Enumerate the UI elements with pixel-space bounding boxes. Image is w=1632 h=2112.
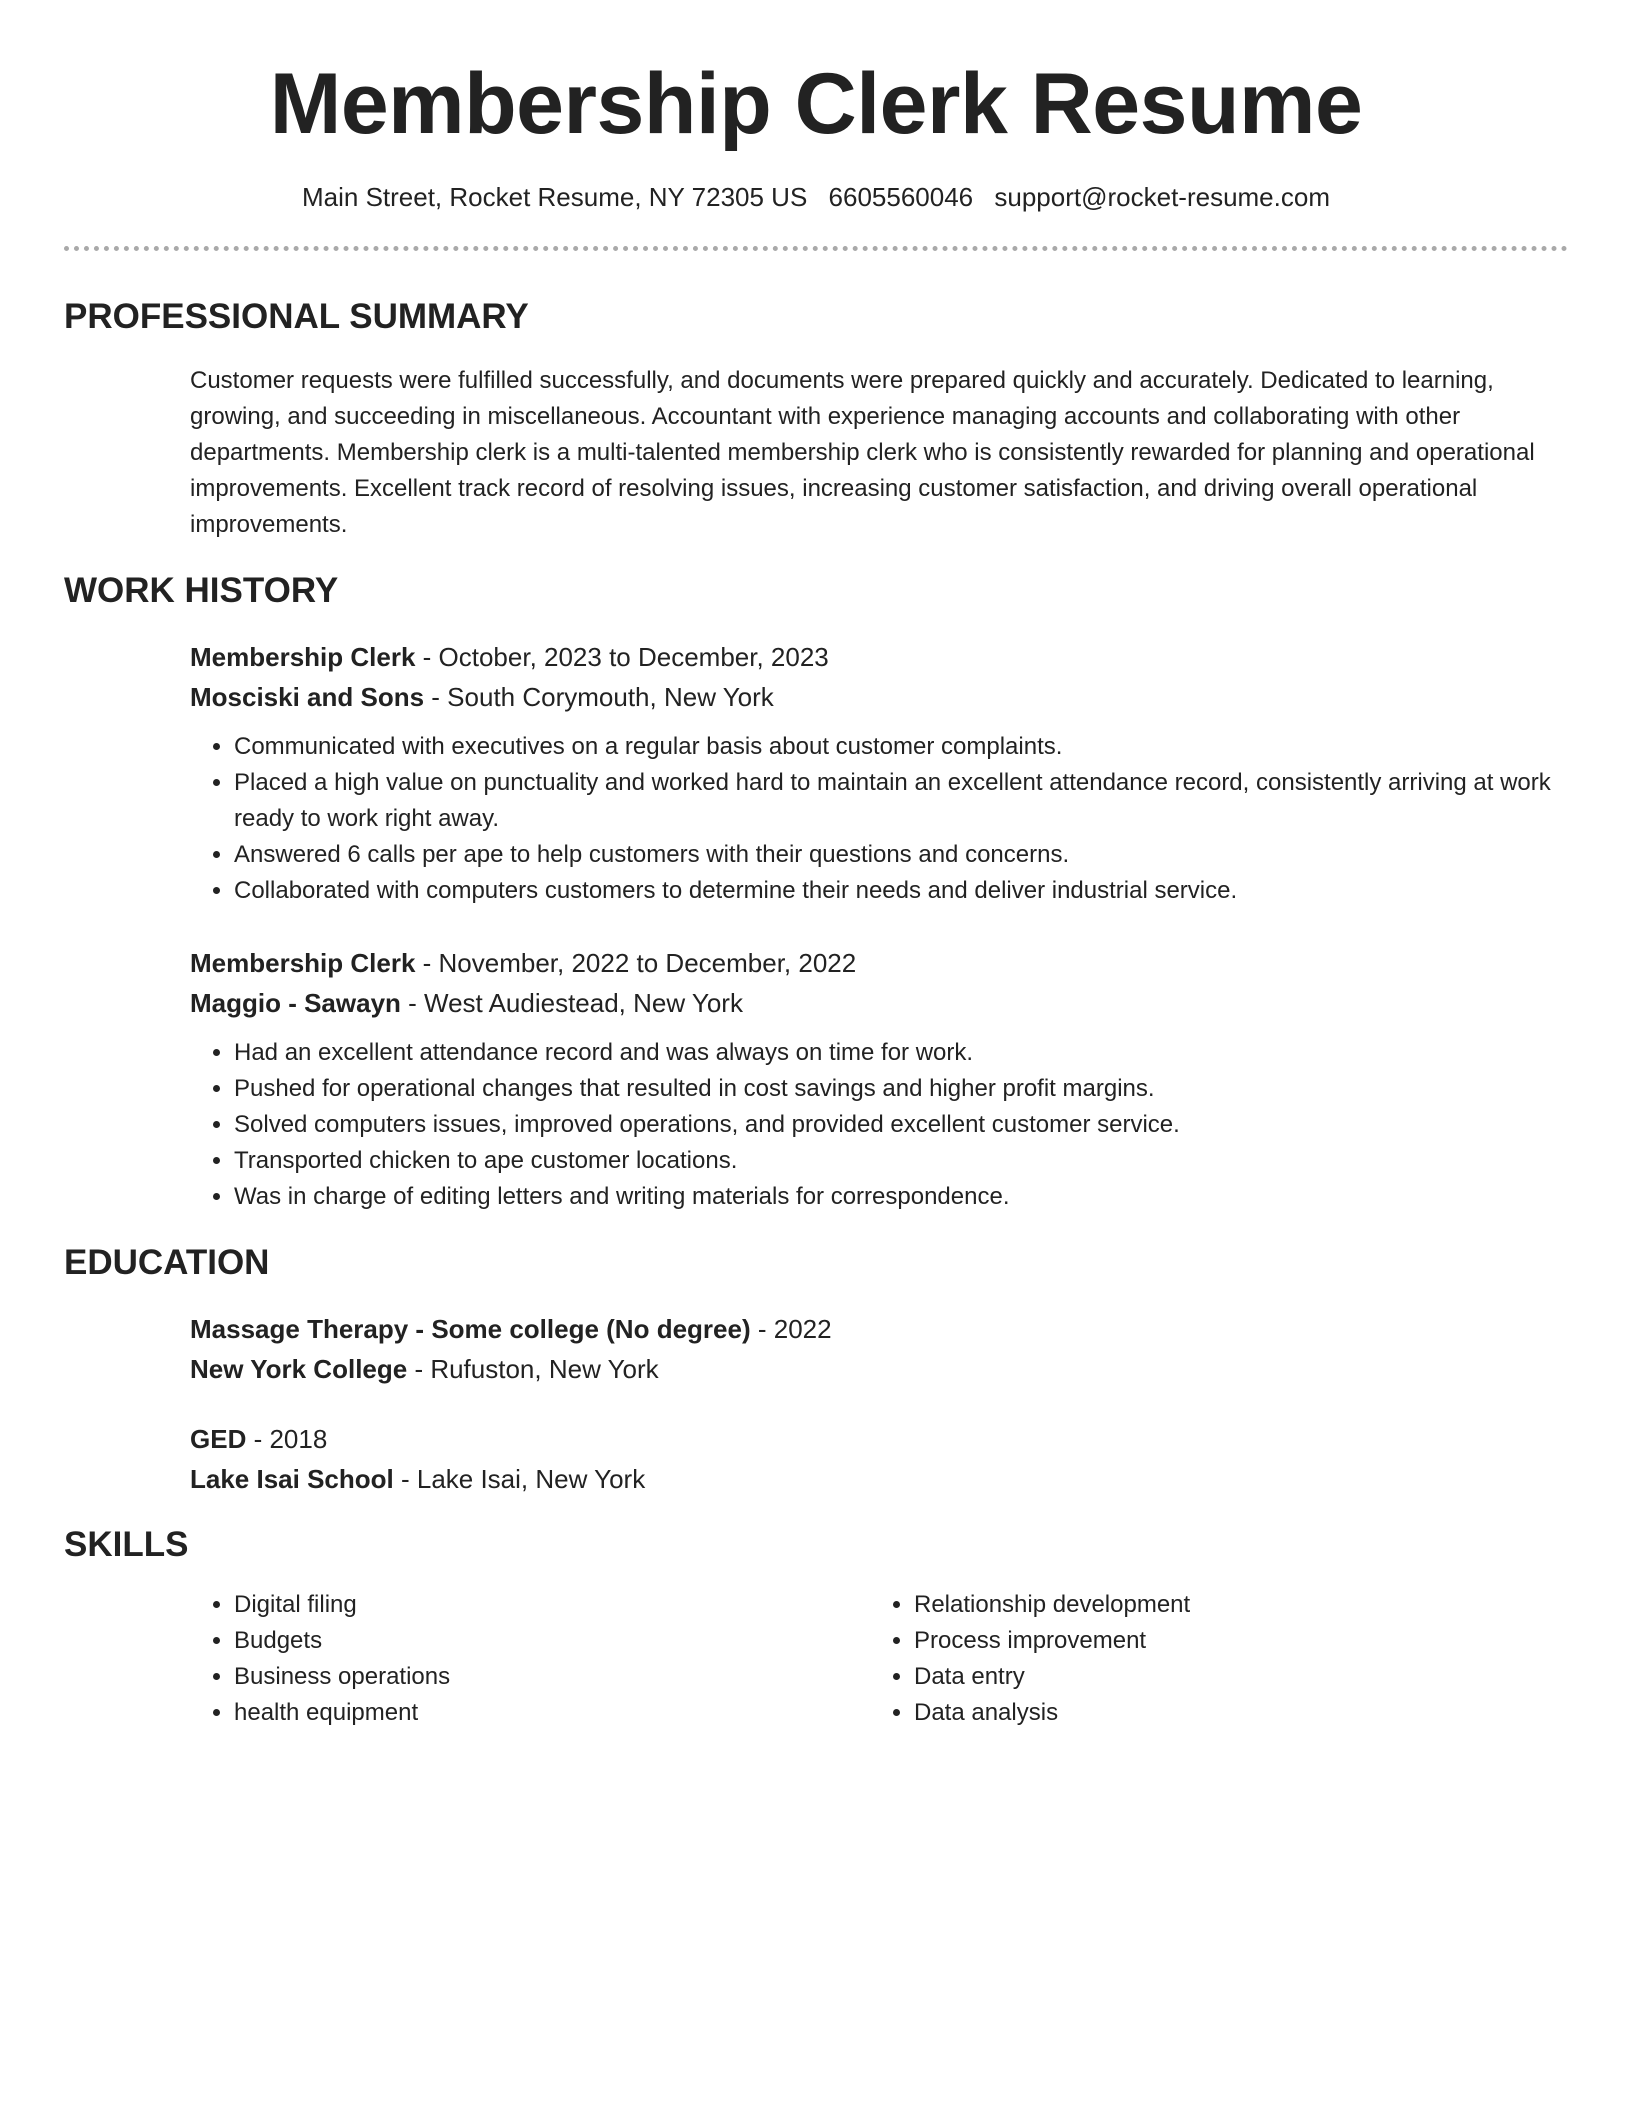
education-section <box>64 1309 1568 1499</box>
job-duties-list <box>190 729 1568 909</box>
skills-list <box>190 1587 870 1731</box>
education-school-line <box>190 1459 1568 1499</box>
contact-email: support@rocket-resume.com <box>994 182 1330 212</box>
list-item: • Digital filing <box>234 1587 870 1623</box>
education-heading: EDUCATION <box>64 1243 270 1282</box>
resume-header <box>64 0 1568 214</box>
list-item: • Solved computers issues, improved operations, and provided excellent customer service. <box>234 1107 1568 1143</box>
header-divider <box>64 246 1568 251</box>
job-role: Membership Clerk <box>190 642 416 672</box>
contact-line <box>64 180 1568 214</box>
list-item: • Data analysis <box>914 1695 1550 1731</box>
contact-address: Main Street, Rocket Resume, NY 72305 US <box>301 182 808 212</box>
job-company: Maggio - Sawayn <box>190 988 401 1018</box>
education-school: New York College <box>190 1354 408 1384</box>
skills-column-right <box>870 1587 1550 1731</box>
list-item: • Business operations <box>234 1659 870 1695</box>
contact-phone: 6605560046 <box>828 182 974 212</box>
job-title-line <box>190 943 1568 983</box>
education-degree: GED <box>190 1424 247 1454</box>
education-entry <box>190 1309 1568 1389</box>
education-school: Lake Isai School <box>190 1464 394 1494</box>
list-item: • Answered 6 calls per ape to help customers with their questions and concerns. <box>234 837 1568 873</box>
education-location: - Rufuston, New York <box>407 1354 659 1384</box>
summary-text: Customer requests were fulfilled successfully, and documents were prepared quickly and accurately. Dedicated to learning, growing, and succeeding in miscellaneous. Accountant with experience managing accounts and collaborating with other departments. Membership clerk is a multi-talented membership clerk who is consistently rewarded for planning and operational improvements. Excellent track record of resolving issues, increasing customer satisfaction, and driving overall operational improvements. <box>190 367 1535 538</box>
summary-section <box>64 363 1568 543</box>
list-item: • Budgets <box>234 1623 870 1659</box>
education-location: - Lake Isai, New York <box>393 1464 646 1494</box>
work-history-section <box>64 637 1568 1215</box>
job-company: Mosciski and Sons <box>190 682 425 712</box>
education-year: - 2018 <box>246 1424 328 1454</box>
summary-heading: PROFESSIONAL SUMMARY <box>64 297 529 336</box>
job-duties-list <box>190 1035 1568 1215</box>
list-item: • Transported chicken to ape customer locations. <box>234 1143 1568 1179</box>
job-location: - West Audiestead, New York <box>400 988 743 1018</box>
list-item: • Was in charge of editing letters and writing materials for correspondence. <box>234 1179 1568 1215</box>
list-item: • Relationship development <box>914 1587 1550 1623</box>
list-item: • Placed a high value on punctuality and worked hard to maintain an excellent attendance record, consistently arriving at work ready to work right away. <box>234 765 1568 837</box>
education-year: - 2022 <box>750 1314 832 1344</box>
education-entry <box>190 1419 1568 1499</box>
job-entry <box>190 637 1568 909</box>
skills-list <box>870 1587 1550 1731</box>
job-role: Membership Clerk <box>190 948 416 978</box>
list-item: • health equipment <box>234 1695 870 1731</box>
education-degree-line <box>190 1309 1568 1349</box>
job-company-line <box>190 677 1568 717</box>
job-dates: - November, 2022 to December, 2022 <box>415 948 857 978</box>
list-item: • Had an excellent attendance record and was always on time for work. <box>234 1035 1568 1071</box>
job-company-line <box>190 983 1568 1023</box>
list-item: • Data entry <box>914 1659 1550 1695</box>
skills-heading: SKILLS <box>64 1525 189 1564</box>
list-item: • Process improvement <box>914 1623 1550 1659</box>
job-location: - South Corymouth, New York <box>424 682 774 712</box>
education-school-line <box>190 1349 1568 1389</box>
job-dates: - October, 2023 to December, 2023 <box>415 642 829 672</box>
skills-grid <box>190 1587 1568 1731</box>
job-entry <box>190 943 1568 1215</box>
work-history-heading: WORK HISTORY <box>64 571 339 610</box>
job-title-line <box>190 637 1568 677</box>
education-degree: Massage Therapy - Some college (No degree) <box>190 1314 751 1344</box>
list-item: • Pushed for operational changes that resulted in cost savings and higher profit margins. <box>234 1071 1568 1107</box>
list-item: • Communicated with executives on a regular basis about customer complaints. <box>234 729 1568 765</box>
education-degree-line <box>190 1419 1568 1459</box>
skills-section <box>64 1587 1568 1731</box>
page-title: Membership Clerk Resume <box>269 56 1363 152</box>
skills-column-left <box>190 1587 870 1731</box>
list-item: • Collaborated with computers customers to determine their needs and deliver industrial service. <box>234 873 1568 909</box>
